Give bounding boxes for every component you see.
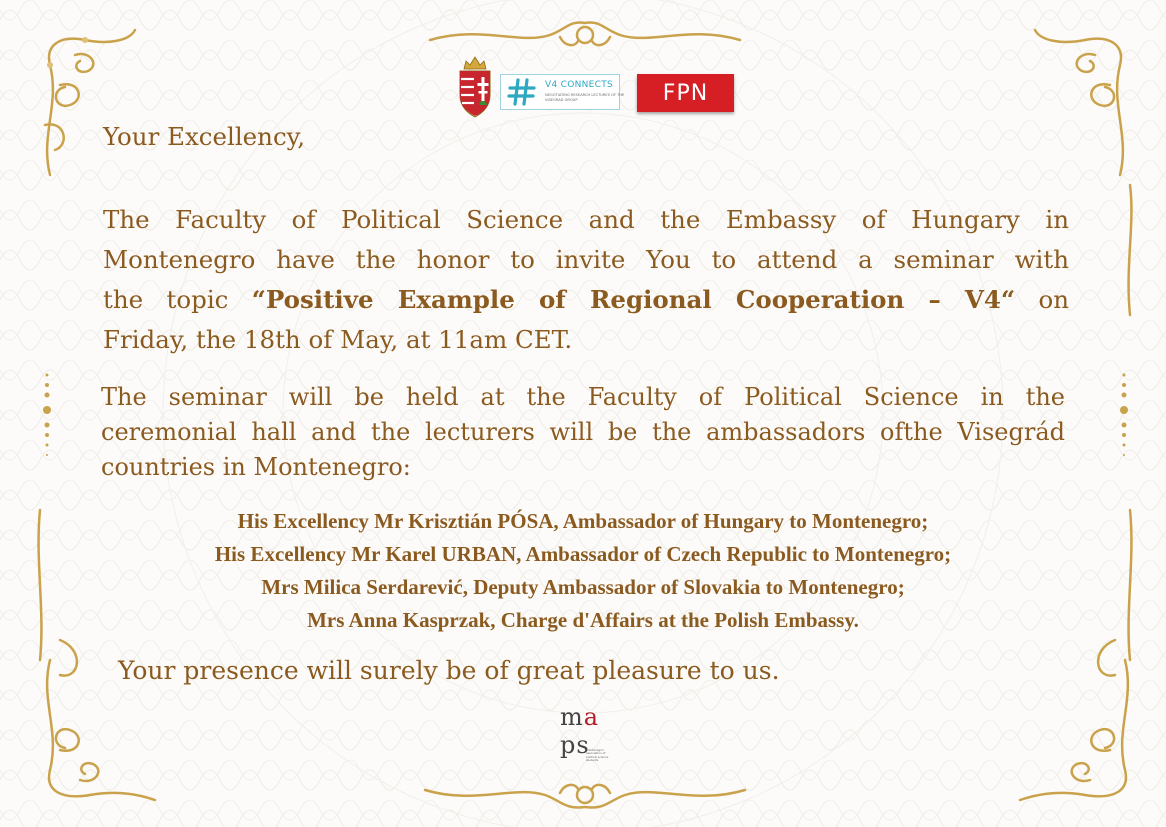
maps-logo-top xyxy=(560,703,599,731)
invitation-paragraph xyxy=(103,200,1069,360)
v4-logo-subtitle: NEGOTIATING RESEARCH LECTURES OF THE xyxy=(545,93,625,97)
fpn-logo: FPN xyxy=(637,74,734,112)
paragraph-line: Montenegro have the honor to invite You to attend a seminar with xyxy=(103,245,1069,274)
v4-logo-subtitle: VISEGRAD GROUP xyxy=(545,98,578,102)
hash-icon xyxy=(507,77,537,107)
venue-paragraph xyxy=(101,380,1065,485)
text-fragment: the topic xyxy=(103,285,252,314)
paragraph-line: ceremonial hall and the lecturers will be the ambassadors ofthe Visegrád xyxy=(101,418,1065,446)
closing-line: Your presence will surely be of great pleasure to us. xyxy=(118,656,780,685)
greeting: Your Excellency, xyxy=(103,122,306,151)
text-fragment: on xyxy=(1015,285,1069,314)
maps-logo-caption: montenegrin association of political science students xyxy=(586,748,609,763)
speakers-list xyxy=(100,505,1066,637)
speaker-item: His Excellency Mr Krisztián PÓSA, Ambassador of Hungary to Montenegro; xyxy=(237,509,929,533)
speaker-item: His Excellency Mr Karel URBAN, Ambassador of Czech Republic to Montenegro; xyxy=(214,542,952,566)
corner-ornament-top-left xyxy=(30,25,140,185)
paragraph-line: The Faculty of Political Science and the Embassy of Hungary in xyxy=(103,205,1069,234)
bottom-center-ornament xyxy=(415,775,755,815)
seminar-topic: “Positive Example of Regional Cooperation – V4“ xyxy=(251,285,1016,314)
right-dot-divider xyxy=(1117,370,1131,460)
left-dot-divider xyxy=(40,370,54,460)
partner-logos xyxy=(450,55,740,125)
maps-logo-bottom: ps xyxy=(560,731,590,759)
maps-letter: a xyxy=(583,703,600,731)
paragraph-line: countries in Montenegro: xyxy=(101,453,411,481)
v4-connects-logo xyxy=(500,74,625,110)
event-date-line: Friday, the 18th of May, at 11am CET. xyxy=(103,325,573,354)
paragraph-line: The seminar will be held at the Faculty of Political Science in the xyxy=(101,383,1065,411)
speaker-item: Mrs Milica Serdarević, Deputy Ambassador of Slovakia to Montenegro; xyxy=(261,575,905,599)
v4-logo-title: V4 CONNECTS xyxy=(545,80,614,90)
maps-letter: m xyxy=(560,703,584,731)
top-center-ornament xyxy=(420,15,750,55)
hungary-coat-of-arms-icon xyxy=(456,55,494,119)
speaker-item: Mrs Anna Kasprzak, Charge d'Affairs at the Polish Embassy. xyxy=(307,608,859,632)
maps-logo xyxy=(558,703,618,773)
paragraph-line xyxy=(103,280,1069,320)
